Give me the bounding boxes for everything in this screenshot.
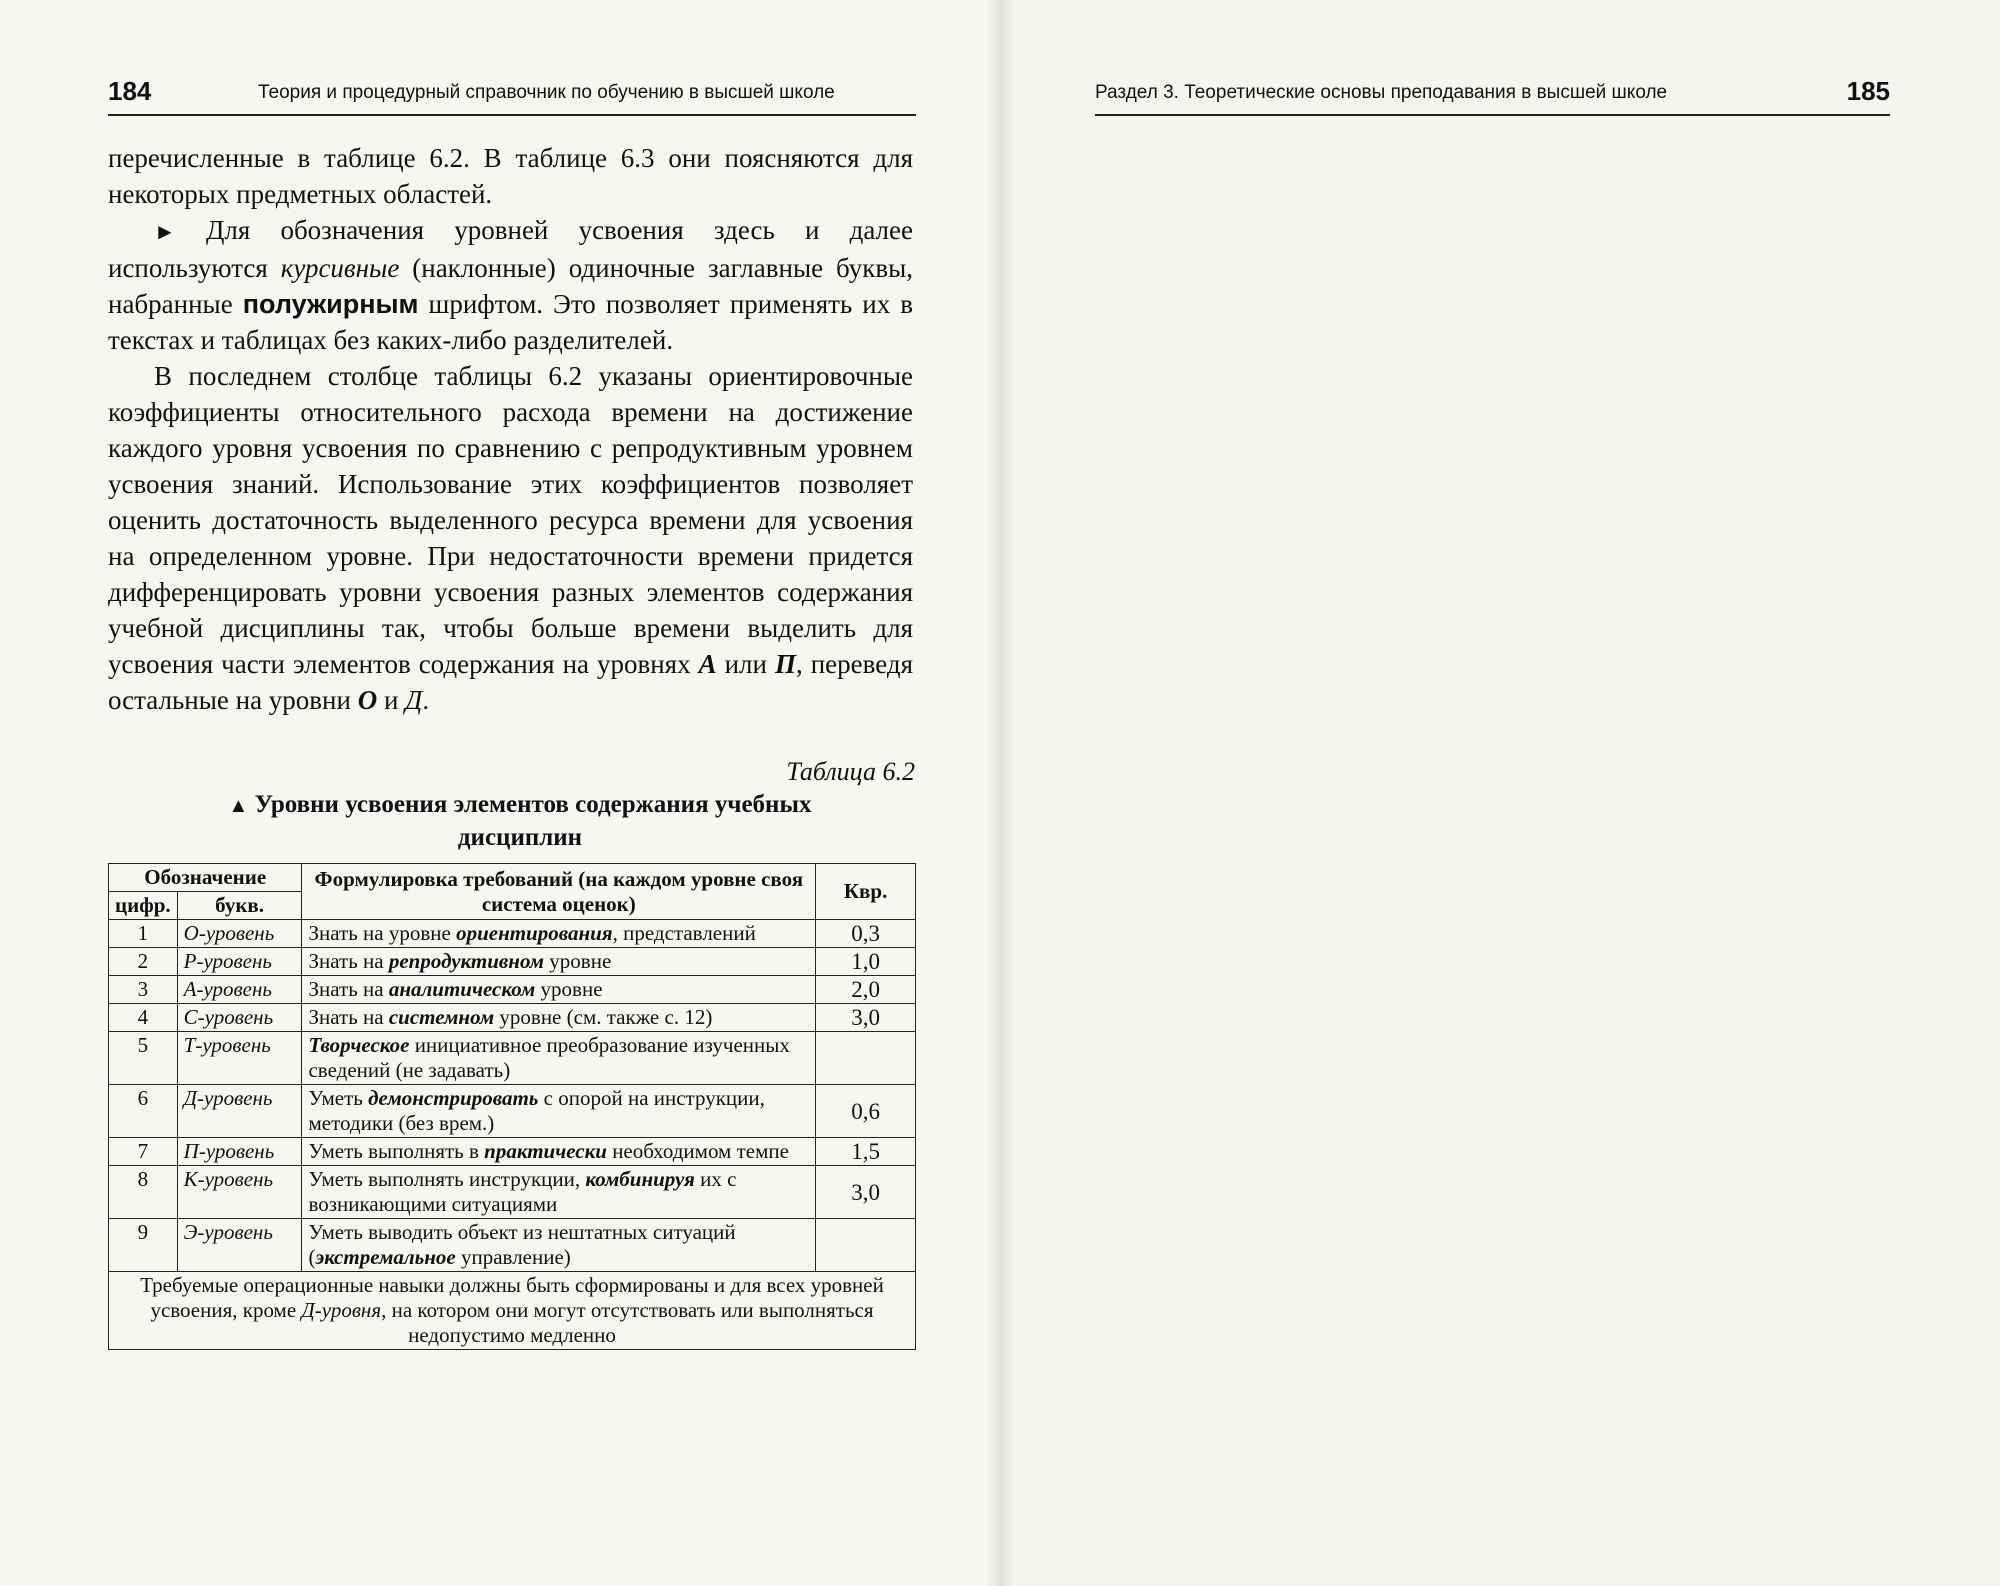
levels-table [108,863,916,1350]
level-letter: П-уровень [177,1138,302,1166]
header-formulation: Формулировка требований (на каждом уровне своя система оценок) [302,864,816,920]
book-gutter [985,0,1015,1586]
triangle-up-icon: ▲ [228,795,249,817]
level-formulation: Знать на системном уровне (см. также с. 12) [302,1004,816,1032]
body-text [108,140,913,718]
table-row [109,1166,916,1219]
level-digit: 5 [109,1032,178,1085]
table-row [109,1032,916,1085]
time-coefficient: 3,0 [816,1004,916,1032]
header-digit: цифр. [109,892,178,920]
level-formulation: Знать на уровне ориентирования, представлений [302,920,816,948]
level-formulation: Уметь выводить объект из нештатных ситуаций (экстремальное управление) [302,1219,816,1272]
level-formulation: Уметь демонстрировать с опорой на инструкции, методики (без врем.) [302,1085,816,1138]
level-digit: 8 [109,1166,178,1219]
table-row [109,948,916,976]
table-row [109,976,916,1004]
triangle-bullet-icon: ► [154,219,176,244]
running-title: Раздел 3. Теоретические основы преподавания в высшей школе [1095,82,1668,103]
level-digit: 1 [109,920,178,948]
time-coefficient [816,1219,916,1272]
table-row [109,1004,916,1032]
time-coefficient: 1,0 [816,948,916,976]
header-k: Квр. [816,864,916,920]
right-page [1000,0,2000,1586]
time-coefficient [816,1032,916,1085]
paragraph: ► Для обозначения уровней усвоения здесь и далее используются курсивные (наклонные) одиночные заглавные буквы, набранные полужирным шрифтом. Это позволяет применять их в текстах и таблицах без каких-либо разделителей. [108,215,913,355]
level-formulation: Уметь выполнять в практически необходимом темпе [302,1138,816,1166]
table-note: Требуемые операционные навыки должны быть сформированы и для всех уровней усвоения, кроме Д-уровня, на котором они могут отсутствовать или выполняться недопустимо медленно [109,1272,916,1350]
time-coefficient: 3,0 [816,1166,916,1219]
header-letter: букв. [177,892,302,920]
running-title: Теория и процедурный справочник по обучению в высшей школе [258,82,835,103]
table-title: ▲ Уровни усвоения элементов содержания учебных дисциплин [228,791,812,851]
page-number: 185 [1846,76,1890,106]
time-coefficient: 0,6 [816,1085,916,1138]
level-letter: С-уровень [177,1004,302,1032]
table-row [109,1138,916,1166]
level-letter: А-уровень [177,976,302,1004]
level-digit: 3 [109,976,178,1004]
right-page-header [1095,78,1890,116]
left-page-header [108,78,916,116]
level-letter: К-уровень [177,1166,302,1219]
level-formulation: Творческое инициативное преобразование изученных сведений (не задавать) [302,1032,816,1085]
level-formulation: Знать на репродуктивном уровне [302,948,816,976]
time-coefficient: 0,3 [816,920,916,948]
table-row [109,1219,916,1272]
level-letter: Т-уровень [177,1032,302,1085]
level-digit: 4 [109,1004,178,1032]
level-digit: 2 [109,948,178,976]
time-coefficient: 1,5 [816,1138,916,1166]
level-digit: 9 [109,1219,178,1272]
level-formulation: Знать на аналитическом уровне [302,976,816,1004]
header-designation: Обозначение [109,864,302,892]
level-letter: Р-уровень [177,948,302,976]
table-row [109,1085,916,1138]
level-digit: 7 [109,1138,178,1166]
time-coefficient: 2,0 [816,976,916,1004]
paragraph: перечисленные в таблице 6.2. В таблице 6.3 они поясняются для некоторых предметных областей. [108,143,913,209]
level-digit: 6 [109,1085,178,1138]
table-row [109,920,916,948]
paragraph: В последнем столбце таблицы 6.2 указаны ориентировочные коэффициенты относительного расхода времени на достижение каждого уровня усвоения по сравнению с репродуктивным уровнем усвоения знаний. Использование этих коэффициентов позволяет оценить достаточность выделенного ресурса времени для усвоения на определенном уровне. При недостаточности времени придется дифференцировать уровни усвоения разных элементов содержания учебной дисциплины так, чтобы больше времени выделить для усвоения части элементов содержания на уровнях А или П, переведя остальные на уровни О и Д. [108,361,913,715]
level-letter: О-уровень [177,920,302,948]
level-letter: Э-уровень [177,1219,302,1272]
page-number: 184 [108,76,152,106]
table-label: Таблица 6.2 [786,757,915,786]
level-formulation: Уметь выполнять инструкции, комбинируя их с возникающими ситуациями [302,1166,816,1219]
level-letter: Д-уровень [177,1085,302,1138]
